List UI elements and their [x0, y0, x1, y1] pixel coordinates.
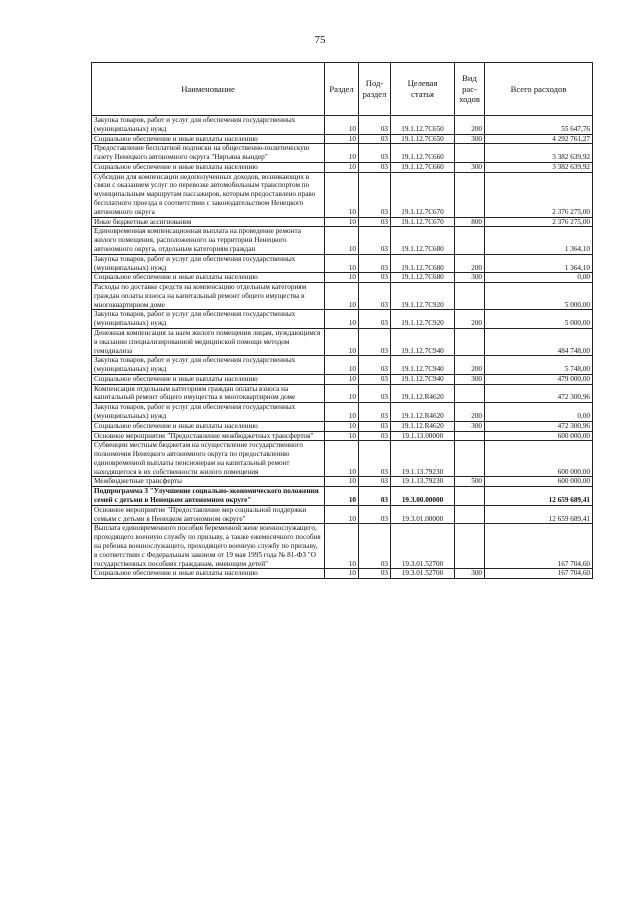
row-target-article: 19.1.12.R4620 — [391, 403, 455, 422]
row-section: 10 — [325, 283, 359, 310]
row-subsection: 03 — [359, 273, 391, 283]
row-subsection: 03 — [359, 569, 391, 579]
row-section: 10 — [325, 254, 359, 273]
row-expense-type — [455, 144, 485, 163]
row-expense-type: 200 — [455, 403, 485, 422]
row-expense-type: 200 — [455, 116, 485, 135]
row-section: 10 — [325, 227, 359, 254]
row-target-article: 19.3.01.00000 — [391, 505, 455, 524]
row-expense-type: 300 — [455, 374, 485, 384]
row-target-article: 19.3.01.52700 — [391, 569, 455, 579]
row-name: Закупка товаров, работ и услуг для обеспечения государственных (муниципальных) нужд — [92, 356, 325, 375]
row-section: 10 — [325, 134, 359, 144]
row-name: Социальное обеспечение и иные выплаты населению — [92, 569, 325, 579]
row-expense-type: 800 — [455, 217, 485, 227]
row-target-article: 19.1.12.7C940 — [391, 356, 455, 375]
row-name: Закупка товаров, работ и услуг для обеспечения государственных (муниципальных) нужд — [92, 403, 325, 422]
table-row — [92, 227, 593, 254]
row-section: 10 — [325, 569, 359, 579]
row-expense-type: 300 — [455, 569, 485, 579]
row-subsection: 03 — [359, 254, 391, 273]
row-expense-type — [455, 227, 485, 254]
row-total-amount: 12 659 689,41 — [485, 487, 593, 506]
row-section: 10 — [325, 172, 359, 217]
row-target-article: 19.1.12.7C940 — [391, 328, 455, 355]
table-row — [92, 384, 593, 403]
row-section: 10 — [325, 403, 359, 422]
row-total-amount: 5 000,00 — [485, 283, 593, 310]
row-name: Выплата единовременного пособия беременной жене военнослужащего, проходящего военную службу по призыву, а также ежемесячного пособия на ребенка военнослужащего, проходящего военную службу по призыву, в соответствии с Федеральным законом от 19 мая 1995 года № 81-ФЗ "О государственных пособиях гражданам, имеющим детей" — [92, 524, 325, 569]
row-expense-type: 300 — [455, 134, 485, 144]
row-total-amount: 600 000,00 — [485, 431, 593, 441]
row-section: 10 — [325, 487, 359, 506]
row-section: 10 — [325, 524, 359, 569]
row-name: Основное мероприятие "Предоставление мер социальной поддержки семьям с детьми в Ненецком автономном округе" — [92, 505, 325, 524]
row-total-amount: 600 000,00 — [485, 477, 593, 487]
row-expense-type — [455, 431, 485, 441]
row-expense-type — [455, 487, 485, 506]
row-subsection: 03 — [359, 421, 391, 431]
row-subsection: 03 — [359, 384, 391, 403]
row-total-amount: 4 292 761,27 — [485, 134, 593, 144]
row-target-article: 19.1.12.7C660 — [391, 162, 455, 172]
table-row — [92, 524, 593, 569]
row-total-amount: 479 000,00 — [485, 374, 593, 384]
row-total-amount: 55 647,76 — [485, 116, 593, 135]
row-expense-type — [455, 524, 485, 569]
row-name: Иные бюджетные ассигнования — [92, 217, 325, 227]
row-total-amount: 12 659 689,41 — [485, 505, 593, 524]
row-name: Закупка товаров, работ и услуг для обеспечения государственных (муниципальных) нужд — [92, 310, 325, 329]
row-expense-type: 200 — [455, 310, 485, 329]
row-target-article: 19.1.12.7C920 — [391, 283, 455, 310]
row-target-article: 19.3.01.52700 — [391, 524, 455, 569]
row-subsection: 03 — [359, 356, 391, 375]
row-expense-type: 300 — [455, 273, 485, 283]
row-subsection: 03 — [359, 431, 391, 441]
row-subsection: 03 — [359, 162, 391, 172]
row-target-article: 19.1.13.79230 — [391, 441, 455, 477]
row-subsection: 03 — [359, 134, 391, 144]
row-name: Субвенции местным бюджетам на осуществление государственного полномочия Ненецкого автономного округа по предоставлению единовременной выплаты пенсионерам на капитальный ремонт находящегося в их собственности жилого помещения — [92, 441, 325, 477]
row-subsection: 03 — [359, 310, 391, 329]
row-target-article: 19.1.12.R4620 — [391, 421, 455, 431]
row-expense-type — [455, 328, 485, 355]
row-total-amount: 484 748,00 — [485, 328, 593, 355]
table-row — [92, 421, 593, 431]
row-target-article: 19.1.12.R4620 — [391, 384, 455, 403]
row-section: 10 — [325, 421, 359, 431]
row-name: Компенсация отдельным категориям граждан оплаты взноса на капитальный ремонт общего имущества в многоквартирном доме — [92, 384, 325, 403]
row-target-article: 19.1.12.7C650 — [391, 116, 455, 135]
header-section: Раздел — [325, 63, 359, 116]
header-total: Всего расходов — [485, 63, 593, 116]
row-expense-type — [455, 384, 485, 403]
table-row — [92, 356, 593, 375]
row-subsection: 03 — [359, 477, 391, 487]
header-subsection: Под- раздел — [359, 63, 391, 116]
row-target-article: 19.1.12.7C660 — [391, 144, 455, 163]
row-section: 10 — [325, 356, 359, 375]
table-row — [92, 144, 593, 163]
row-subsection: 03 — [359, 524, 391, 569]
row-target-article: 19.1.12.7C680 — [391, 254, 455, 273]
row-total-amount: 0,00 — [485, 403, 593, 422]
row-name: Подпрограмма 3 "Улучшение социально-экономического положения семей с детьми в Ненецком автономном округе" — [92, 487, 325, 506]
row-name: Социальное обеспечение и иные выплаты населению — [92, 421, 325, 431]
table-row — [92, 328, 593, 355]
row-total-amount: 1 364,10 — [485, 227, 593, 254]
row-expense-type — [455, 441, 485, 477]
row-total-amount: 2 376 275,00 — [485, 172, 593, 217]
budget-table — [91, 62, 593, 579]
row-name: Предоставление бесплатной подписки на общественно-политическую газету Ненецкого автономного округа "Няръяна вындер" — [92, 144, 325, 163]
row-target-article: 19.1.12.7C670 — [391, 172, 455, 217]
table-row — [92, 441, 593, 477]
row-name: Социальное обеспечение и иные выплаты населению — [92, 134, 325, 144]
row-total-amount: 1 364,10 — [485, 254, 593, 273]
row-section: 10 — [325, 441, 359, 477]
row-total-amount: 5 000,00 — [485, 310, 593, 329]
page-number: 75 — [314, 34, 326, 46]
row-section: 10 — [325, 384, 359, 403]
table-row — [92, 374, 593, 384]
row-total-amount: 167 704,60 — [485, 569, 593, 579]
row-total-amount: 0,00 — [485, 273, 593, 283]
row-subsection: 03 — [359, 283, 391, 310]
table-row — [92, 569, 593, 579]
row-subsection: 03 — [359, 217, 391, 227]
row-total-amount: 2 376 275,00 — [485, 217, 593, 227]
row-section: 10 — [325, 310, 359, 329]
row-name: Основное мероприятие "Предоставление межбюджетных трансфертов" — [92, 431, 325, 441]
row-subsection: 03 — [359, 441, 391, 477]
table-row — [92, 487, 593, 506]
row-subsection: 03 — [359, 172, 391, 217]
row-target-article: 19.1.12.7C650 — [391, 134, 455, 144]
row-target-article: 19.3.00.00000 — [391, 487, 455, 506]
row-name: Социальное обеспечение и иные выплаты населению — [92, 162, 325, 172]
table-row — [92, 172, 593, 217]
row-subsection: 03 — [359, 116, 391, 135]
table-body — [92, 116, 593, 579]
row-name: Расходы по доставке средств на компенсацию отдельным категориям граждан оплаты взноса на капитальный ремонт общего имущества в многоквартирном доме — [92, 283, 325, 310]
row-section: 10 — [325, 505, 359, 524]
table-row — [92, 217, 593, 227]
row-total-amount: 600 000,00 — [485, 441, 593, 477]
row-total-amount: 3 382 639,92 — [485, 144, 593, 163]
row-expense-type — [455, 172, 485, 217]
row-subsection: 03 — [359, 403, 391, 422]
row-subsection: 03 — [359, 227, 391, 254]
row-total-amount: 167 704,60 — [485, 524, 593, 569]
row-section: 10 — [325, 116, 359, 135]
row-name: Денежная компенсация за наем жилого помещения лицам, нуждающимся в оказании специализированной медицинской помощи методом гемодиализа — [92, 328, 325, 355]
row-section: 10 — [325, 431, 359, 441]
row-name: Закупка товаров, работ и услуг для обеспечения государственных (муниципальных) нужд — [92, 116, 325, 135]
row-target-article: 19.1.12.7C920 — [391, 310, 455, 329]
row-total-amount: 472 300,96 — [485, 384, 593, 403]
row-name: Единовременная компенсационная выплата на проведение ремонта жилого помещения, расположенного на территории Ненецкого автономного округа, отдельным категориям граждан — [92, 227, 325, 254]
row-subsection: 03 — [359, 374, 391, 384]
table-row — [92, 254, 593, 273]
row-expense-type: 200 — [455, 356, 485, 375]
header-target: Целевая статья — [391, 63, 455, 116]
row-expense-type: 300 — [455, 162, 485, 172]
row-section: 10 — [325, 144, 359, 163]
row-target-article: 19.1.12.7C680 — [391, 273, 455, 283]
table-row — [92, 283, 593, 310]
row-target-article: 19.1.13.00000 — [391, 431, 455, 441]
table-row — [92, 403, 593, 422]
row-expense-type: 300 — [455, 421, 485, 431]
row-name: Социальное обеспечение и иные выплаты населению — [92, 374, 325, 384]
row-target-article: 19.1.12.7C670 — [391, 217, 455, 227]
table-row — [92, 505, 593, 524]
row-expense-type: 200 — [455, 254, 485, 273]
row-section: 10 — [325, 162, 359, 172]
row-target-article: 19.1.12.7C680 — [391, 227, 455, 254]
row-expense-type — [455, 283, 485, 310]
row-subsection: 03 — [359, 505, 391, 524]
table-row — [92, 134, 593, 144]
row-section: 10 — [325, 328, 359, 355]
table-row — [92, 273, 593, 283]
row-target-article: 19.1.12.7C940 — [391, 374, 455, 384]
header-type: Вид рас- ходов — [455, 63, 485, 116]
row-subsection: 03 — [359, 487, 391, 506]
table-row — [92, 162, 593, 172]
row-total-amount: 3 382 639,92 — [485, 162, 593, 172]
row-subsection: 03 — [359, 328, 391, 355]
row-expense-type — [455, 505, 485, 524]
row-section: 10 — [325, 374, 359, 384]
row-subsection: 03 — [359, 144, 391, 163]
row-section: 10 — [325, 217, 359, 227]
row-name: Социальное обеспечение и иные выплаты населению — [92, 273, 325, 283]
table-row — [92, 431, 593, 441]
row-name: Закупка товаров, работ и услуг для обеспечения государственных (муниципальных) нужд — [92, 254, 325, 273]
row-name: Субсидии для компенсации недополученных доходов, возникающих в связи с оказанием услуг по перевозке автомобильным транспортом по муниципальным маршрутам пассажиров, которым предоставлено право бесплатного проезда в соответствии с законодательством Ненецкого автономного округа — [92, 172, 325, 217]
table-header-row — [92, 63, 593, 116]
table-row — [92, 310, 593, 329]
row-total-amount: 5 748,00 — [485, 356, 593, 375]
row-section: 10 — [325, 273, 359, 283]
row-name: Межбюджетные трансферты — [92, 477, 325, 487]
header-name: Наименование — [92, 63, 325, 116]
table-row — [92, 477, 593, 487]
row-section: 10 — [325, 477, 359, 487]
row-total-amount: 472 300,96 — [485, 421, 593, 431]
table-row — [92, 116, 593, 135]
row-expense-type: 500 — [455, 477, 485, 487]
row-target-article: 19.1.13.79230 — [391, 477, 455, 487]
